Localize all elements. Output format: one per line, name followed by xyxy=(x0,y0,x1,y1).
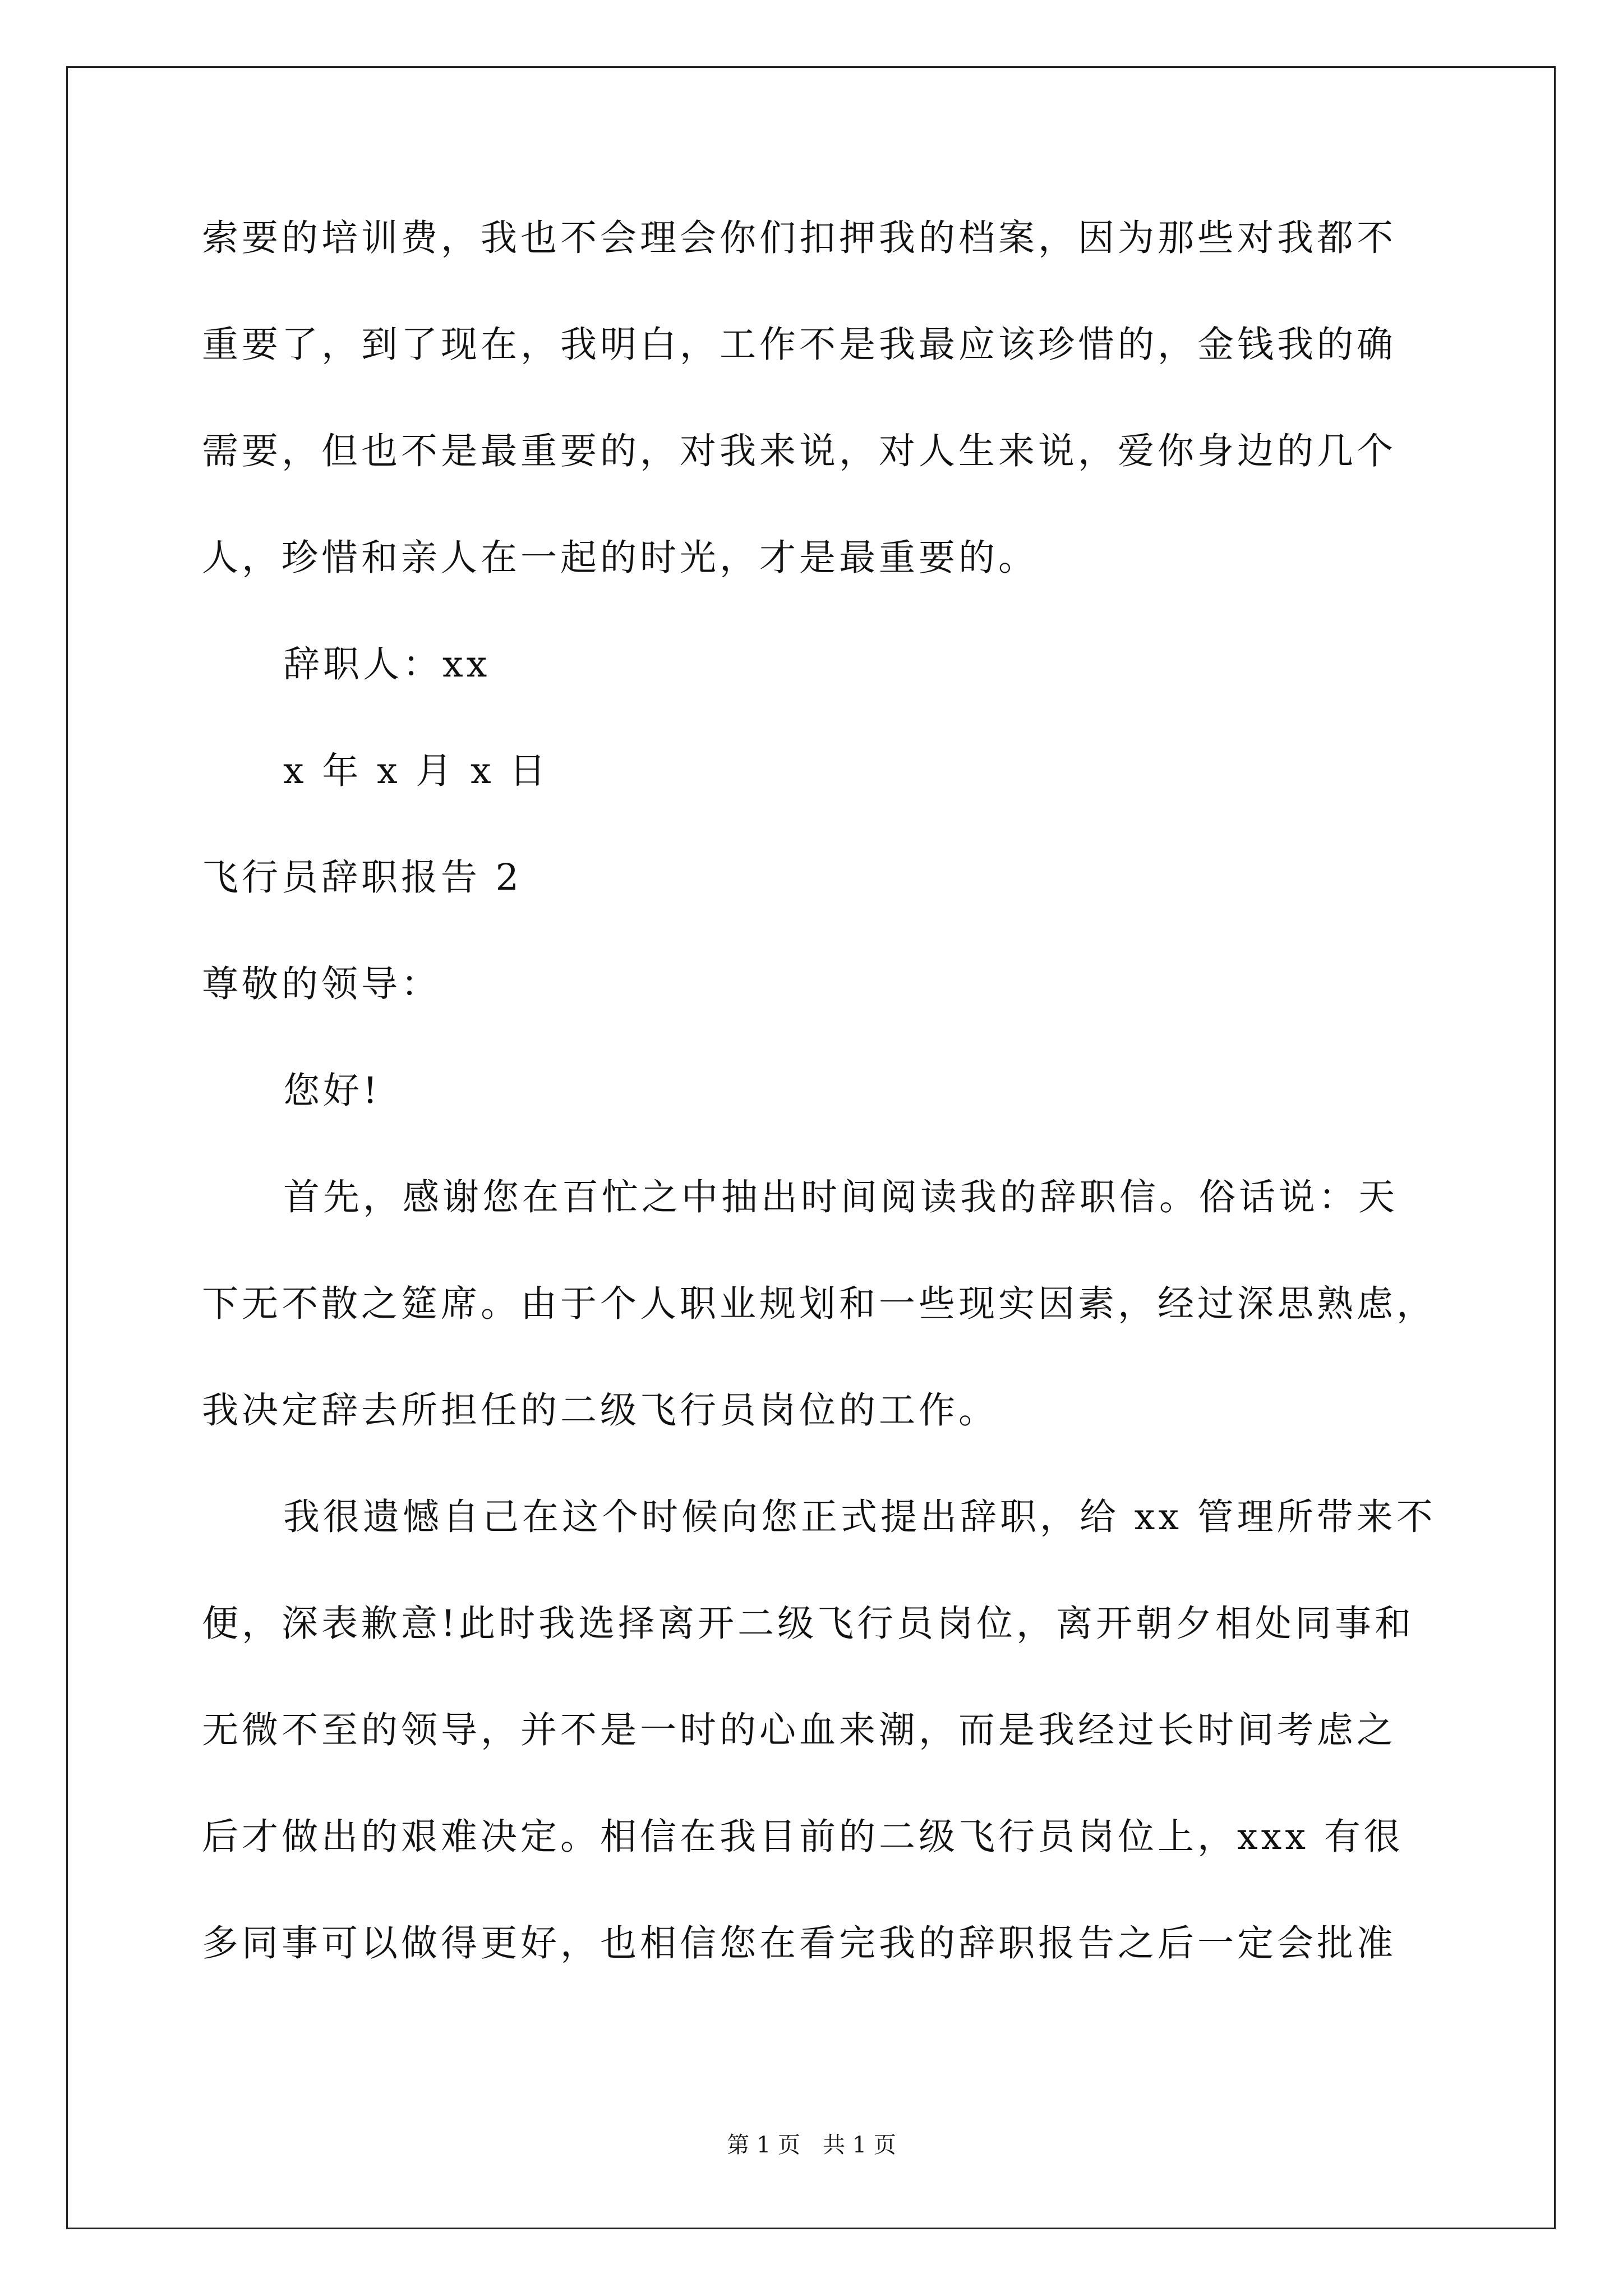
body-line: 我很遗憾自己在这个时候向您正式提出辞职，给 xx 管理所带来不 xyxy=(283,1496,1436,1538)
page-number: 第 1 页 xyxy=(727,2132,800,2158)
body-line: 下无不散之筵席。由于个人职业规划和一些现实因素，经过深思熟虑， xyxy=(202,1283,1437,1325)
document-body xyxy=(202,217,1437,2032)
section-title: 飞行员辞职报告 2 xyxy=(202,857,523,899)
date-line: x 年 x 月 x 日 xyxy=(283,750,550,792)
page-footer xyxy=(0,2132,1623,2159)
signature-line: 辞职人：xx xyxy=(283,643,491,685)
greeting: 您好! xyxy=(283,1070,381,1112)
body-line: 多同事可以做得更好，也相信您在看完我的辞职报告之后一定会批准 xyxy=(202,1922,1397,1964)
body-line: 索要的培训费，我也不会理会你们扣押我的档案，因为那些对我都不 xyxy=(202,217,1397,259)
body-line: 需要，但也不是最重要的，对我来说，对人生来说，爱你身边的几个 xyxy=(202,430,1397,472)
body-line: 首先，感谢您在百忙之中抽出时间阅读我的辞职信。俗话说：天 xyxy=(283,1176,1399,1218)
body-line: 后才做出的艰难决定。相信在我目前的二级飞行员岗位上，xxx 有很 xyxy=(202,1816,1404,1858)
page-total: 共 1 页 xyxy=(823,2132,896,2158)
body-line: 无微不至的领导，并不是一时的心血来潮，而是我经过长时间考虑之 xyxy=(202,1709,1397,1751)
body-line: 我决定辞去所担任的二级飞行员岗位的工作。 xyxy=(202,1389,999,1432)
salutation: 尊敬的领导： xyxy=(202,963,441,1005)
body-line: 重要了，到了现在，我明白，工作不是我最应该珍惜的，金钱我的确 xyxy=(202,324,1397,366)
body-line: 便，深表歉意!此时我选择离开二级飞行员岗位，离开朝夕相处同事和 xyxy=(202,1603,1415,1645)
body-line: 人，珍惜和亲人在一起的时光，才是最重要的。 xyxy=(202,537,1039,579)
